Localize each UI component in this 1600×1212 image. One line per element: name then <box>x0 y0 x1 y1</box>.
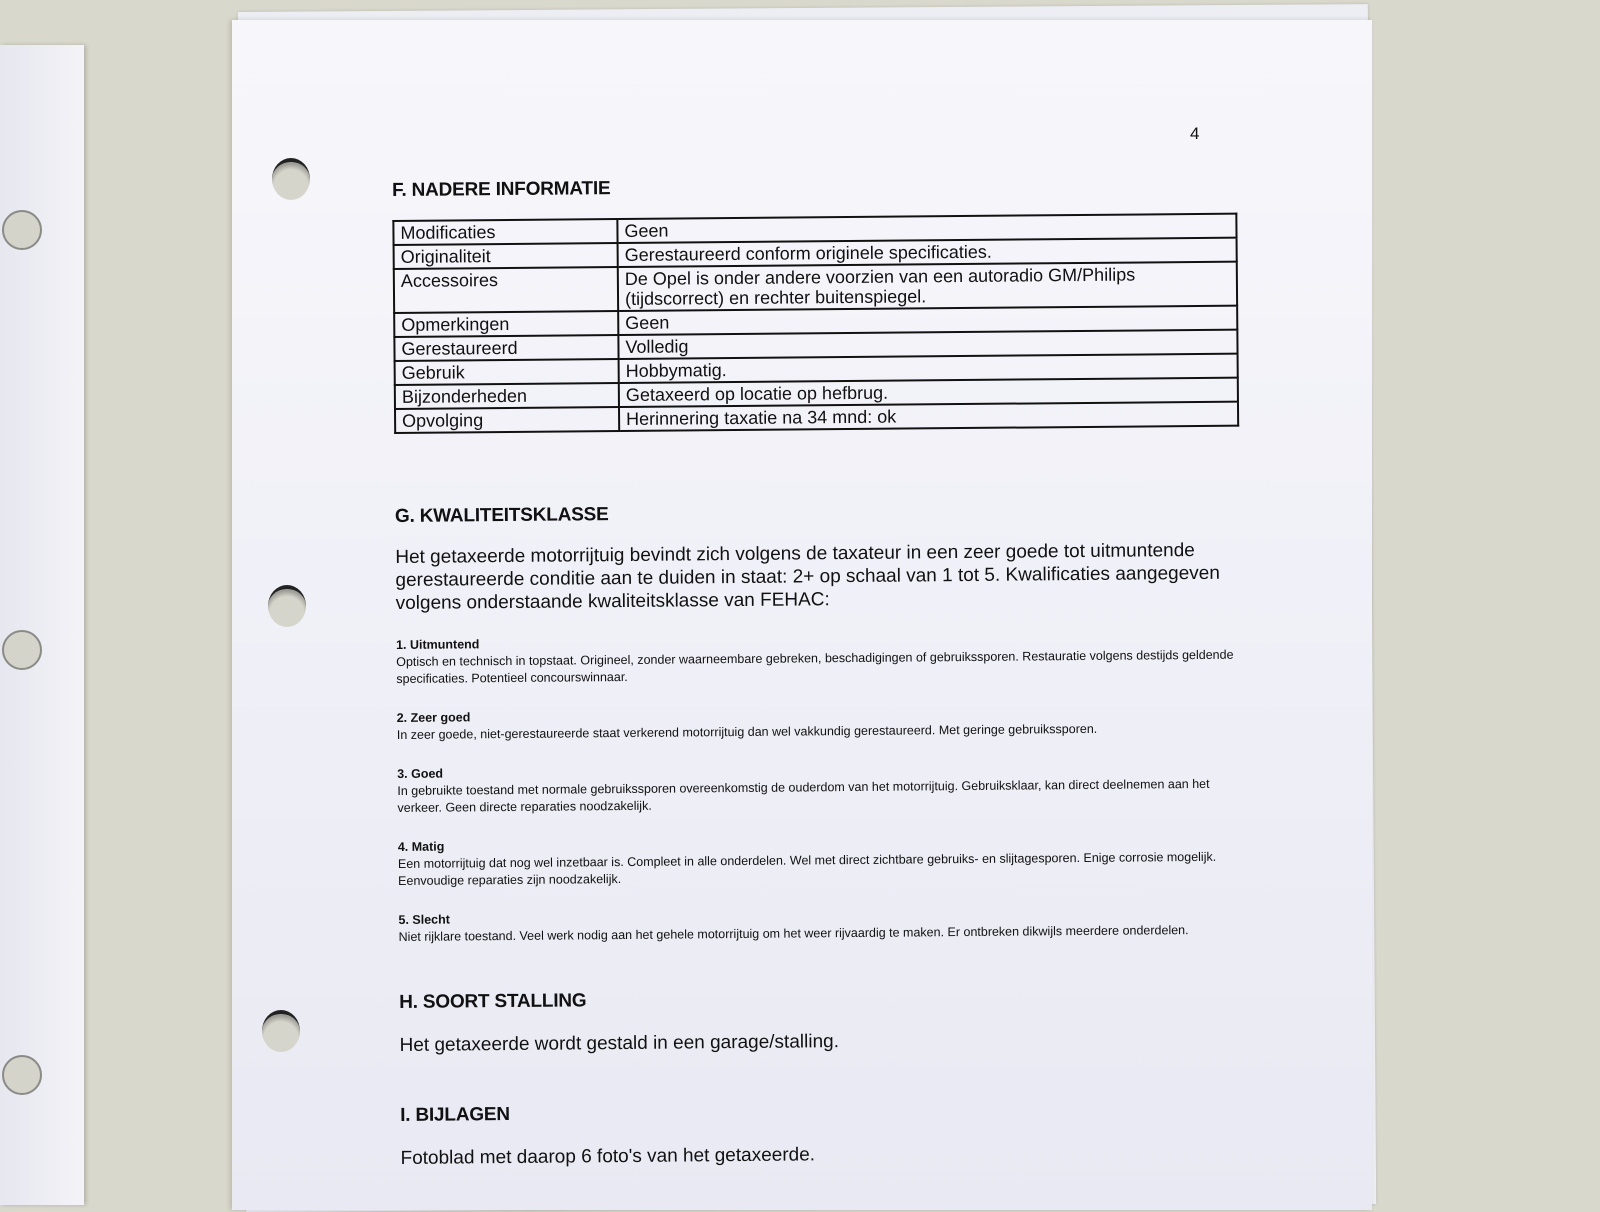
quality-class-title: 4. Matig <box>397 839 445 854</box>
punch-hole <box>2 210 42 250</box>
row-value: Geen <box>617 214 1236 243</box>
section-g-intro: Het getaxeerde motorrijtuig bevindt zich volgens de taxateur in een zeer goede tot uitmuntende gerestaureerde conditie aan te duiden in staat: 2+ op schaal van 1 tot 5. Kwalificaties aangegeven volgens onderstaande kwaliteitsklasse van FEHAC: <box>395 540 1220 614</box>
page-number: 4 <box>1190 124 1200 143</box>
quality-class-text: Niet rijklare toestand. Veel werk nodig aan het gehele motorrijtuig om het weer rijvaardig te maken. Er ontbreken dikwijls meerdere onderdelen. <box>398 923 1189 944</box>
quality-class-title: 5. Slecht <box>398 912 450 927</box>
row-label: Bijzonderheden <box>395 383 619 409</box>
row-label: Gerestaureerd <box>394 335 618 361</box>
section-i-text: Fotoblad met daarop 6 foto's van het getaxeerde. <box>400 1144 816 1169</box>
document-content <box>392 173 1251 1170</box>
row-value: Volledig <box>618 330 1237 359</box>
section-h-text: Het getaxeerde wordt gestald in een garage/stalling. <box>399 1031 840 1056</box>
section-i-heading: I. BIJLAGEN <box>400 1104 510 1126</box>
row-label: Opvolging <box>395 407 619 433</box>
punch-hole <box>2 1055 42 1095</box>
row-label: Originaliteit <box>394 243 618 269</box>
section-g-heading: G. KWALITEITSKLASSE <box>394 504 609 527</box>
quality-class-item <box>398 832 1248 890</box>
row-label: Modificaties <box>393 219 617 245</box>
row-value: Geen <box>618 306 1237 335</box>
quality-class-text: In gebruikte toestand met normale gebruikssporen overeenkomstig de ouderdom van het motorrijtuig. Gebruiksklaar, kan direct deelnemen aan het verkeer. Geen directe reparaties noodzakelijk. <box>397 776 1210 815</box>
punch-hole <box>272 158 310 200</box>
quality-class-list <box>396 630 1249 946</box>
table-row <box>394 262 1237 313</box>
quality-class-item <box>397 703 1247 744</box>
row-value: Hobbymatig. <box>619 354 1238 383</box>
left-background-sheet <box>0 45 84 1205</box>
quality-class-text: Een motorrijtuig dat nog wel inzetbaar is. Compleet in alle onderdelen. Wel met direct zichtbare gebruiks- en slijtagesporen. Enige corrosie mogelijk. Eenvoudige reparaties zijn noodzakelijk. <box>397 849 1217 888</box>
row-label: Opmerkingen <box>394 311 618 337</box>
quality-class-item <box>397 759 1247 817</box>
section-h-heading: H. SOORT STALLING <box>399 990 587 1013</box>
quality-class-text: Optisch en technisch in topstaat. Origineel, zonder waarneembare gebreken, beschadigingen of gebruikssporen. Restauratie volgens destijds geldende specificaties. Potentieel concourswinnaar. <box>396 647 1234 686</box>
row-label: Gebruik <box>395 359 619 385</box>
row-value: Herinnering taxatie na 34 mnd: ok <box>619 402 1238 431</box>
quality-class-title: 2. Zeer goed <box>396 710 471 725</box>
quality-class-item <box>396 630 1246 688</box>
punch-hole <box>268 585 306 627</box>
punch-hole <box>262 1010 300 1052</box>
row-value: Getaxeerd op locatie op hefbrug. <box>619 378 1238 407</box>
quality-class-title: 3. Goed <box>397 766 444 781</box>
punch-hole <box>2 630 42 670</box>
row-label: Accessoires <box>394 267 618 313</box>
info-table <box>392 213 1239 434</box>
row-value: Gerestaureerd conform originele specificaties. <box>618 238 1237 267</box>
row-value: De Opel is onder andere voorzien van een autoradio GM/Philips (tijdscorrect) en rechter buitenspiegel. <box>618 262 1237 311</box>
quality-class-text: In zeer goede, niet-gerestaureerde staat verkerend motorrijtuig dan wel vakkundig gerestaureerd. Met geringe gebruikssporen. <box>396 721 1098 742</box>
section-f-heading: F. NADERE INFORMATIE <box>392 178 611 201</box>
quality-class-title: 1. Uitmuntend <box>395 637 480 652</box>
